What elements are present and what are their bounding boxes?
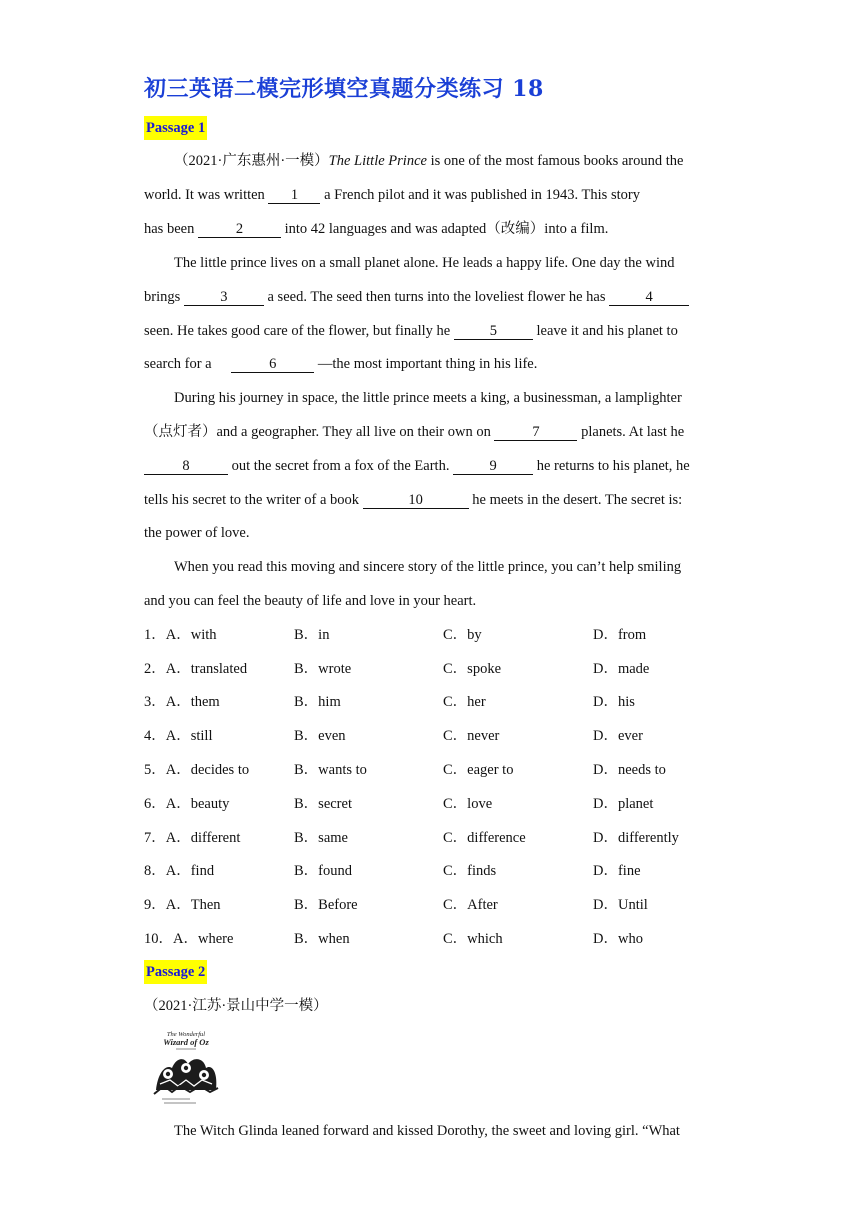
option-c[interactable]: C．by — [443, 627, 482, 643]
passage-1-line: （点灯者）and a geographer. They all live on their own on 7 planets. At last he — [144, 424, 685, 440]
option-b[interactable]: B．even — [294, 728, 346, 744]
option-d[interactable]: D．needs to — [593, 762, 666, 778]
passage-1-line: and you can feel the beauty of life and love in your heart. — [144, 593, 477, 609]
option-b[interactable]: B．found — [294, 863, 352, 879]
option-d[interactable]: D．fine — [593, 863, 641, 879]
passage-1-line: has been 2 into 42 languages and was adapted（改编）into a film. — [144, 221, 609, 237]
svg-text:The Wonderful: The Wonderful — [166, 1031, 206, 1038]
option-c[interactable]: C．which — [443, 931, 503, 947]
passage-1-tag: Passage 1 — [144, 116, 207, 140]
question-6-options — [144, 794, 724, 814]
blank-3[interactable]: 3 — [184, 289, 264, 306]
option-a[interactable]: 3．A．them — [144, 694, 220, 710]
option-c[interactable]: C．difference — [443, 830, 526, 846]
blank-4[interactable]: 4 — [609, 289, 689, 306]
option-d[interactable]: D．planet — [593, 796, 654, 812]
passage-1-line: During his journey in space, the little prince meets a king, a businessman, a lamplighter — [174, 390, 682, 406]
blank-10[interactable]: 10 — [363, 492, 469, 509]
passage-2-source: （2021·江苏·景山中学一模） — [144, 998, 328, 1014]
passage-1-line: The little prince lives on a small planet alone. He leads a happy life. One day the wind — [174, 255, 675, 271]
option-d[interactable]: D．Until — [593, 897, 648, 913]
option-c[interactable]: C．After — [443, 897, 498, 913]
passage-1-line: When you read this moving and sincere story of the little prince, you can’t help smiling — [174, 559, 682, 575]
question-3-options — [144, 692, 724, 712]
blank-7[interactable]: 7 — [494, 424, 577, 441]
passage-1-line: world. It was written 1 a French pilot and it was published in 1943. This story — [144, 187, 640, 203]
question-1-options — [144, 625, 724, 645]
book-cover-image — [150, 1028, 222, 1106]
option-d[interactable]: D．ever — [593, 728, 643, 744]
option-c[interactable]: C．finds — [443, 863, 497, 879]
question-10-options — [144, 929, 724, 949]
question-8-options — [144, 861, 724, 881]
passage-2-line: The Witch Glinda leaned forward and kissed Dorothy, the sweet and loving girl. “What — [174, 1123, 680, 1139]
option-b[interactable]: B．wrote — [294, 661, 352, 677]
question-2-options — [144, 659, 724, 679]
blank-6[interactable]: 6 — [231, 356, 314, 373]
option-d[interactable]: D．his — [593, 694, 635, 710]
blank-1[interactable]: 1 — [268, 187, 320, 204]
option-a[interactable]: 2．A．translated — [144, 661, 248, 677]
option-b[interactable]: B．Before — [294, 897, 358, 913]
question-4-options — [144, 726, 724, 746]
option-a[interactable]: 10．A．where — [144, 931, 234, 947]
option-b[interactable]: B．in — [294, 627, 330, 643]
passage-1-line: tells his secret to the writer of a book 10 he meets in the desert. The secret is: — [144, 492, 683, 508]
passage-1-line: seen. He takes good care of the flower, but finally he 5 leave it and his planet to — [144, 323, 678, 339]
option-d[interactable]: D．made — [593, 661, 650, 677]
option-c[interactable]: C．love — [443, 796, 493, 812]
option-a[interactable]: 9．A．Then — [144, 897, 221, 913]
option-a[interactable]: 8．A．find — [144, 863, 215, 879]
option-a[interactable]: 4．A．still — [144, 728, 213, 744]
blank-8[interactable]: 8 — [144, 458, 228, 475]
option-c[interactable]: C．eager to — [443, 762, 514, 778]
option-c[interactable]: C．her — [443, 694, 486, 710]
blank-9[interactable]: 9 — [453, 458, 533, 475]
book-title: The Little Prince — [328, 153, 427, 169]
option-a[interactable]: 7．A．different — [144, 830, 241, 846]
option-d[interactable]: D．differently — [593, 830, 679, 846]
option-b[interactable]: B．him — [294, 694, 341, 710]
passage-1-line: brings 3 a seed. The seed then turns into the loveliest flower he has 4 — [144, 287, 724, 307]
book-cover-illustration — [150, 1028, 222, 1106]
svg-text:Wizard of Oz: Wizard of Oz — [163, 1037, 209, 1047]
blank-2[interactable]: 2 — [198, 221, 281, 238]
option-c[interactable]: C．never — [443, 728, 500, 744]
passage-1-line: search for a 6 —the most important thing in his life. — [144, 356, 538, 372]
question-5-options — [144, 760, 724, 780]
option-c[interactable]: C．spoke — [443, 661, 501, 677]
question-7-options — [144, 828, 724, 848]
option-a[interactable]: 5．A．decides to — [144, 762, 250, 778]
passage-1-line: （2021·广东惠州·一模）The Little Prince is one of the most famous books around the — [174, 153, 684, 169]
option-d[interactable]: D．who — [593, 931, 643, 947]
option-b[interactable]: B．same — [294, 830, 348, 846]
passage-1-line: 8 out the secret from a fox of the Earth. 9 he returns to his planet, he — [144, 456, 724, 476]
option-d[interactable]: D．from — [593, 627, 647, 643]
option-a[interactable]: 1．A．with — [144, 627, 217, 643]
option-b[interactable]: B．wants to — [294, 762, 367, 778]
option-b[interactable]: B．when — [294, 931, 350, 947]
passage-2-tag: Passage 2 — [144, 960, 207, 984]
blank-5[interactable]: 5 — [454, 323, 533, 340]
passage-1-line: the power of love. — [144, 525, 250, 541]
option-a[interactable]: 6．A．beauty — [144, 796, 230, 812]
page-title: 初三英语二模完形填空真题分类练习 18 — [144, 76, 544, 102]
option-b[interactable]: B．secret — [294, 796, 352, 812]
question-9-options — [144, 895, 724, 915]
